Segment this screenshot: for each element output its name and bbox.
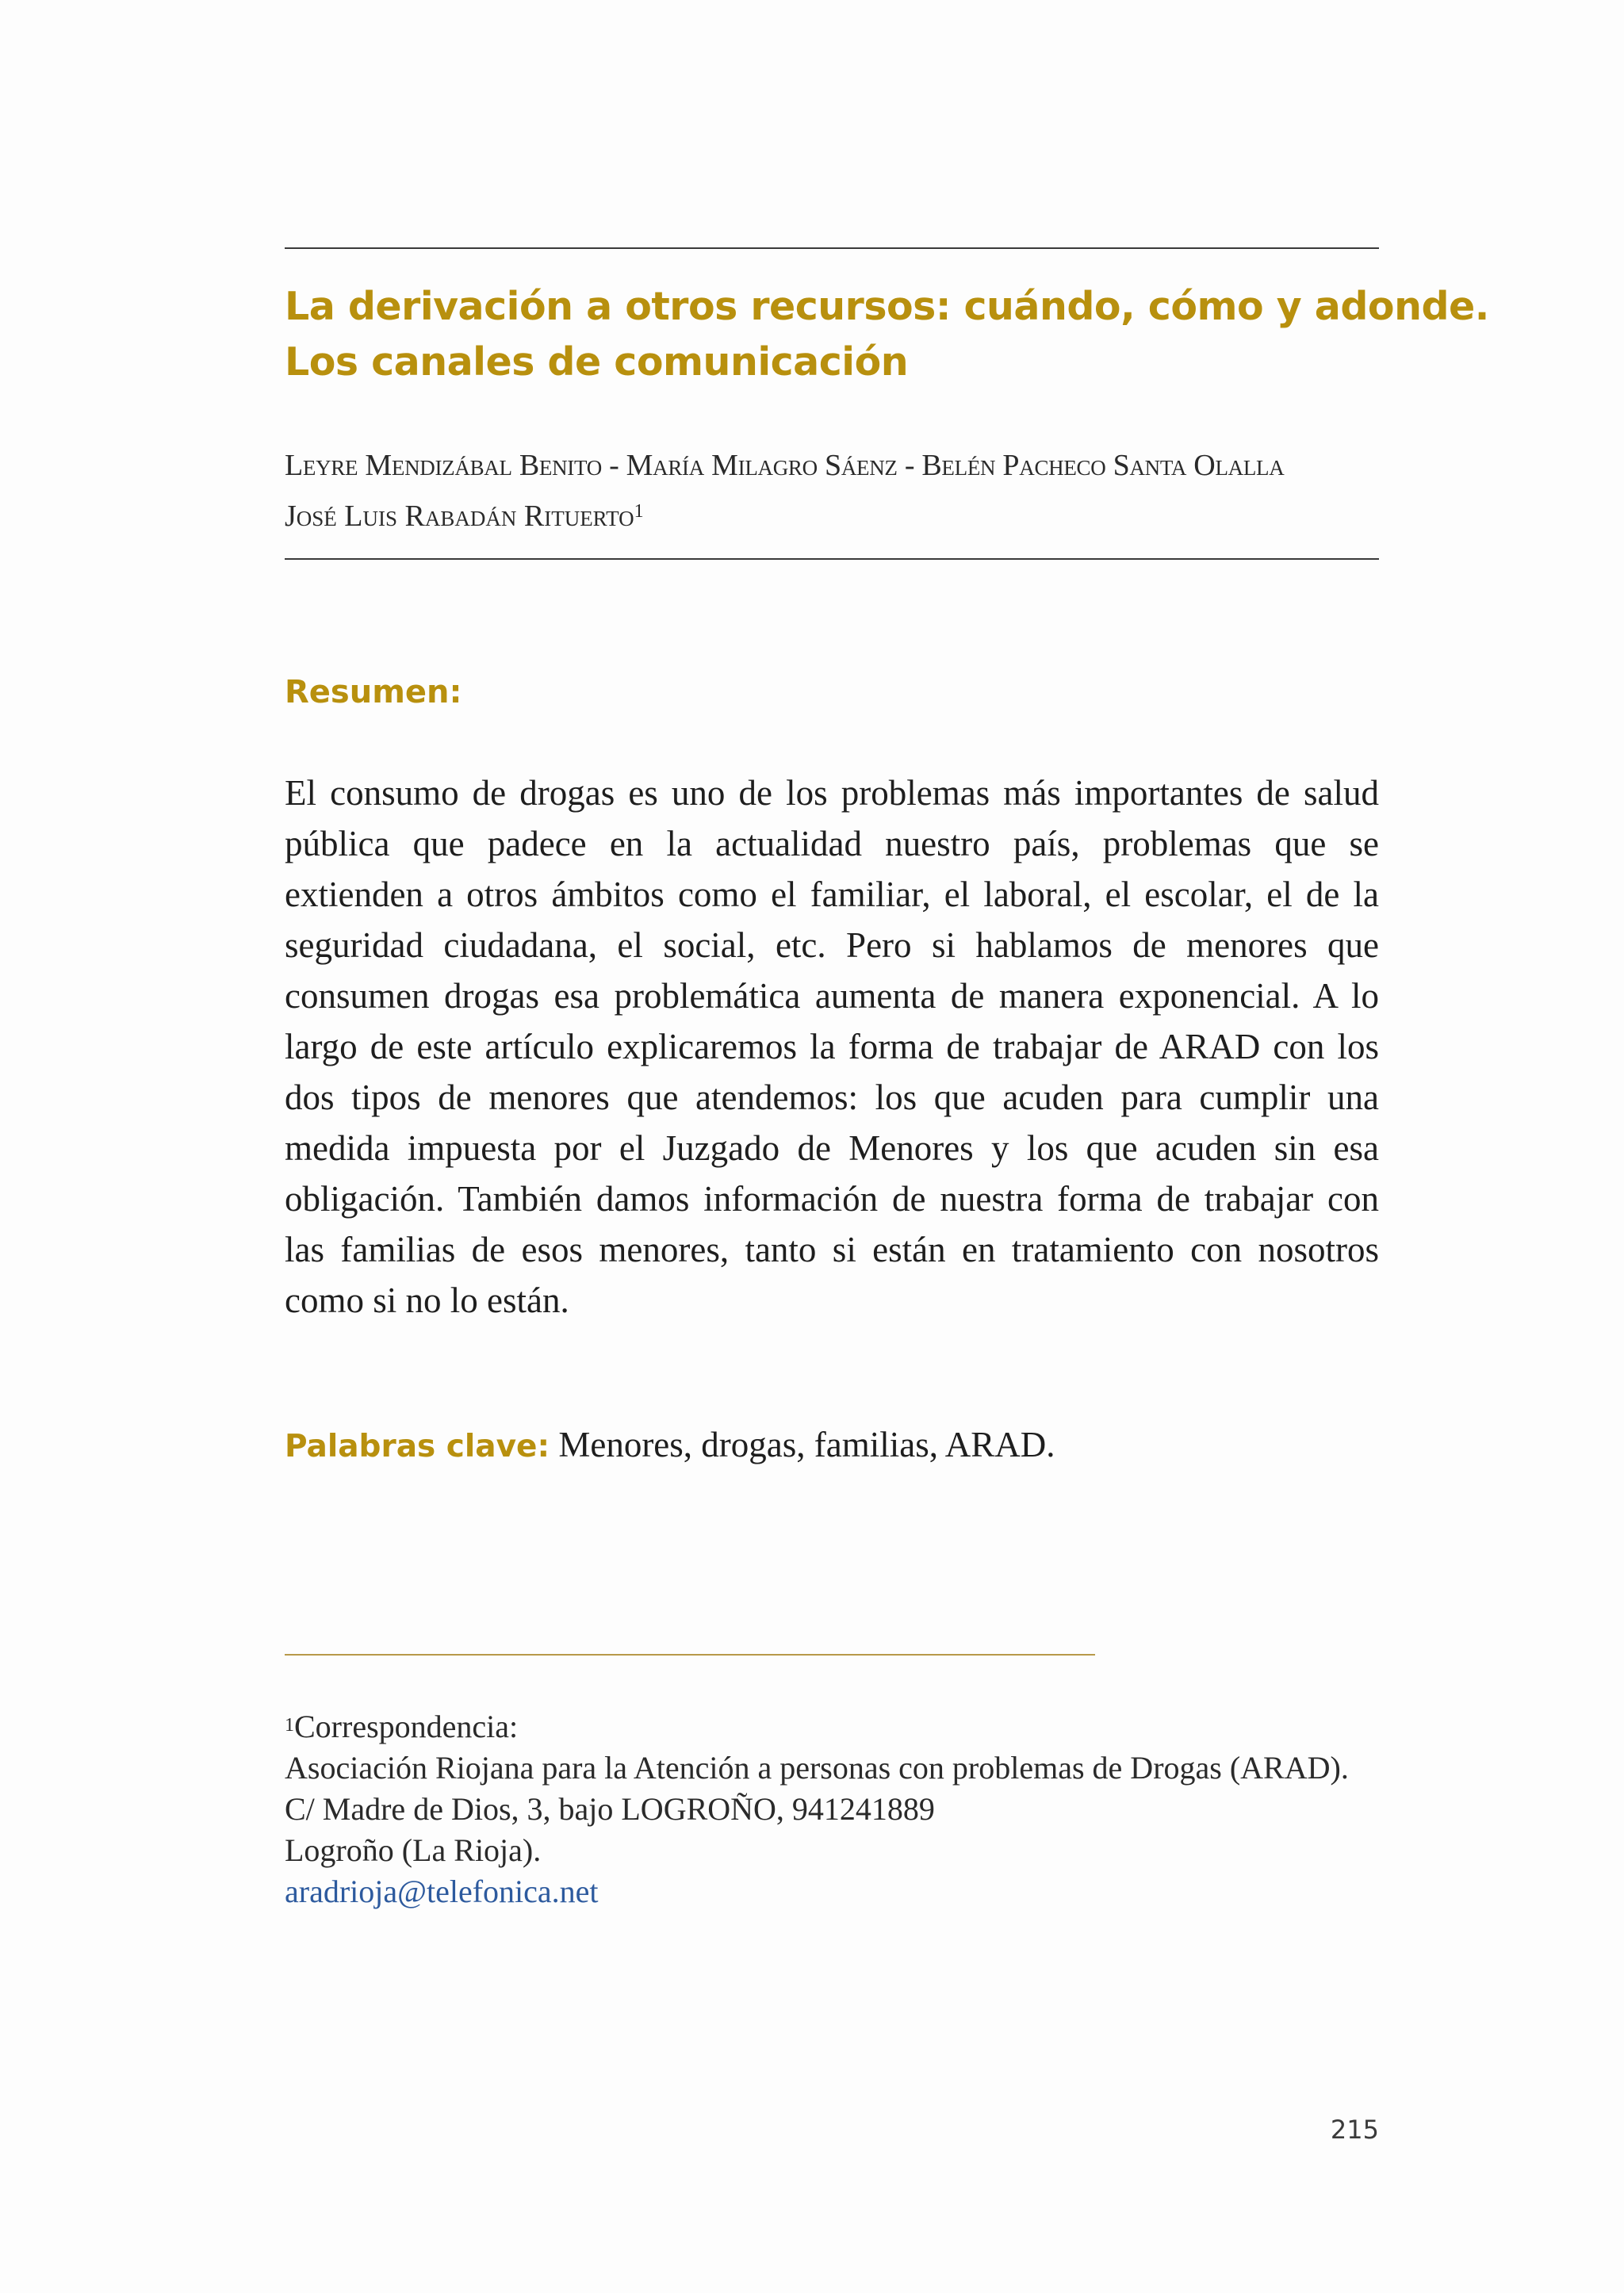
article-title-line-1: La derivación a otros recursos: cuándo, cómo y adonde.: [285, 284, 1489, 329]
footnote-city: Logroño (La Rioja).: [285, 1832, 542, 1868]
footnote: [285, 1706, 1379, 1912]
abstract-text: El consumo de drogas es uno de los problemas más importantes de salud pública que padece en la actualidad nuestro país, problemas que se extienden a otros ámbitos como el familiar, el laboral, el escolar, el de la seguridad ciudadana, el social, etc. Pero si hablamos de menores que consumen drogas esa problemática aumenta de manera exponencial. A lo largo de este artículo explicaremos la forma de trabajar de ARAD con los dos tipos de menores que atendemos: los que acuden para cumplir una medida impuesta por el Juzgado de Menores y los que acuden sin esa obligación. También damos información de nuestra forma de trabajar con las familias de esos menores, tanto si están en tratamiento con nosotros como si no lo están.: [285, 773, 1379, 1320]
footnote-organization: Asociación Riojana para la Atención a personas con problemas de Drogas (ARAD).: [285, 1750, 1349, 1786]
article-title-line-2: Los canales de comunicación: [285, 339, 909, 385]
authors-line-1: Leyre Mendizábal Benito - María Milagro Sáenz - Belén Pacheco Santa Olalla: [285, 449, 1285, 482]
document-page: [285, 0, 1489, 2293]
authors-line-2: [285, 491, 1379, 542]
author-footnote-mark: 1: [634, 501, 644, 522]
keywords-text: Menores, drogas, familias, ARAD.: [550, 1425, 1055, 1464]
footnote-email-link[interactable]: aradrioja@telefonica.net: [285, 1874, 599, 1909]
authors-line-2-text: José Luis Rabadán Rituerto: [285, 500, 634, 533]
footnote-label: Correspondencia:: [294, 1709, 519, 1744]
footnote-address: C/ Madre de Dios, 3, bajo LOGROÑO, 941241889: [285, 1791, 935, 1827]
abstract-heading: Resumen:: [285, 674, 462, 710]
article-title: [285, 279, 1489, 390]
page-number: 215: [1330, 2115, 1379, 2145]
footnote-heading: [285, 1706, 1379, 1748]
header-bottom-rule: [285, 558, 1379, 560]
keywords-label: Palabras clave:: [285, 1429, 550, 1464]
author-list: [285, 440, 1379, 542]
footnote-separator: [285, 1654, 1095, 1656]
keywords: [285, 1419, 1379, 1479]
header-top-rule: [285, 247, 1379, 249]
footnote-mark: 1: [285, 1715, 294, 1736]
